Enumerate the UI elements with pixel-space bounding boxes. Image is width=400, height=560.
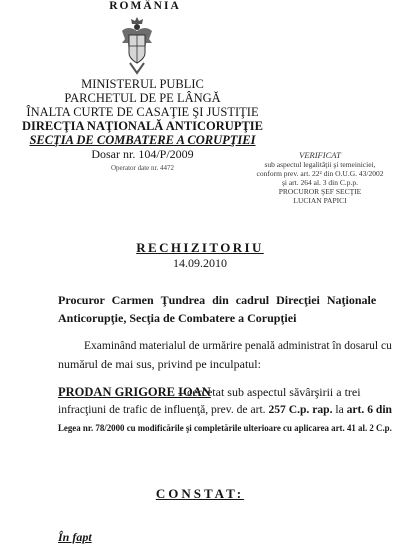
prosecutor-line: Procuror Carmen Ţundrea din cadrul Direcţiei Naţionale [58, 293, 377, 307]
verification-signatory: LUCIAN PAPICI [293, 196, 347, 205]
parchet-line: PARCHETUL DE PE LÂNGĂ [64, 91, 221, 105]
verification-stamp-title: VERIFICAT [299, 150, 341, 160]
charge-line: Legea nr. 78/2000 cu modificările şi completările ulterioare cu aplicarea art. 41 al. 2 C.p. [58, 423, 392, 433]
verification-line: PROCUROR ŞEF SECŢIE [278, 187, 362, 196]
section-heading: CONSTAT: [155, 486, 245, 501]
directorate-line: DIRECŢIA NAŢIONALĂ ANTICORUPŢIE [21, 119, 263, 133]
verification-line: conform prev. art. 22² din O.U.G. 43/2002 [256, 169, 384, 178]
country-heading: ROMÂNIA [109, 0, 181, 12]
subheading: În fapt [58, 530, 92, 544]
operator-number: Operator date nr. 4472 [111, 164, 174, 172]
charge-article: art. 6 din [346, 403, 392, 416]
exam-paragraph-line: numărul de mai sus, privind pe inculpatul: [58, 357, 261, 371]
charge-line: – cercetat sub aspectul săvârşirii a trei [178, 385, 361, 399]
prosecutor-line: Anticorupţie, Secţia de Combatere a Corupţiei [58, 311, 297, 325]
charge-text: la [332, 403, 347, 416]
section-line: SECŢIA DE COMBATERE A CORUPŢIEI [29, 133, 256, 147]
court-line: ÎNALTA CURTE DE CASAŢIE ŞI JUSTIŢIE [26, 105, 259, 119]
ministry-line: MINISTERUL PUBLIC [81, 77, 204, 91]
defendant-name: PRODAN GRIGORE IOAN [58, 385, 211, 399]
coat-of-arms-icon [116, 13, 158, 79]
charge-article: 257 C.p. rap. [268, 403, 333, 416]
verification-line: şi art. 264 al. 3 din C.p.p. [281, 178, 359, 187]
verification-line: sub aspectul legalităţii şi temeiniciei, [264, 160, 376, 169]
document-title: RECHIZITORIU [136, 240, 264, 255]
document-date: 14.09.2010 [173, 256, 227, 270]
charge-line [58, 402, 392, 418]
case-number: Dosar nr. 104/P/2009 [91, 147, 194, 161]
exam-paragraph-line: Examinând materialul de urmărire penală administrat în dosarul cu [84, 340, 392, 352]
charge-text: infracţiuni de trafic de influenţă, prev. de art. [58, 403, 269, 416]
